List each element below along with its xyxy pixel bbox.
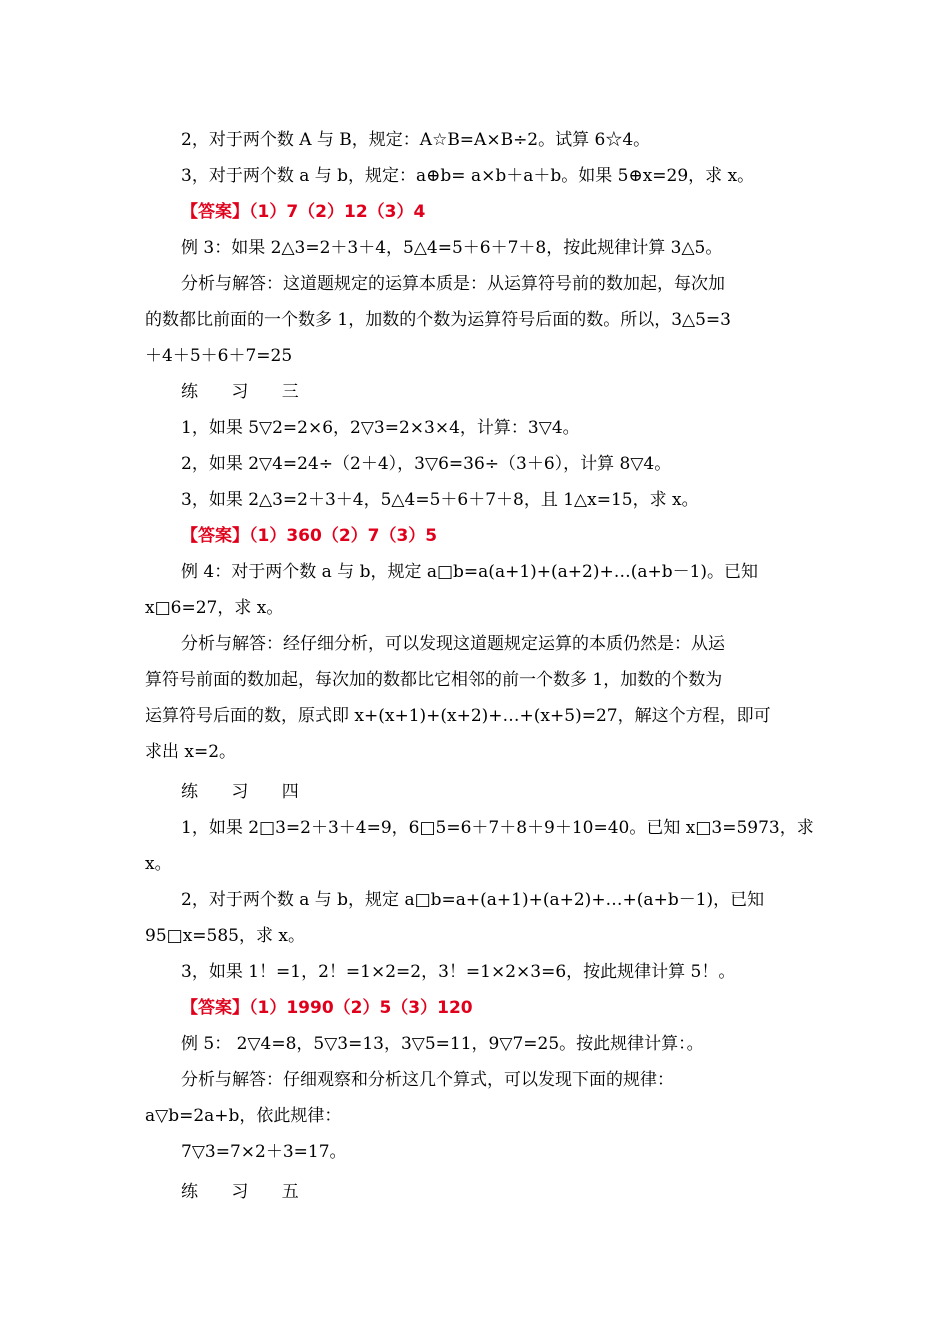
answer-line-2: 【答案】（1）360（2）7（3）5 bbox=[181, 526, 438, 546]
practice-5-heading: 练 习 五 bbox=[181, 1182, 313, 1202]
practice-4-q3: 3，如果 1！=1，2！=1×2=2，3！=1×2×3=6，按此规律计算 5！。 bbox=[181, 962, 736, 982]
analysis-5-line-2: a▽b=2a+b，依此规律： bbox=[145, 1106, 342, 1126]
example-4-line-2: x□6=27，求 x。 bbox=[145, 598, 284, 618]
practice-3-q2: 2，如果 2▽4=24÷（2＋4），3▽6=36÷（3＋6），计算 8▽4。 bbox=[181, 454, 672, 474]
exercise-3-line: 3，对于两个数 a 与 b，规定：a⊕b= a×b＋a＋b。如果 5⊕x=29，求 x。 bbox=[181, 166, 755, 186]
answer-line-3: 【答案】（1）1990（2）5（3）120 bbox=[181, 998, 473, 1018]
analysis-4-line-2: 算符号前面的数加起，每次加的数都比它相邻的前一个数多 1，加数的个数为 bbox=[145, 670, 723, 690]
practice-3-heading: 练 习 三 bbox=[181, 382, 313, 402]
example-5-line: 例 5： 2▽4=8，5▽3=13，3▽5=11，9▽7=25。按此规律计算：。 bbox=[181, 1034, 704, 1054]
analysis-4-line-4: 求出 x=2。 bbox=[145, 742, 237, 762]
practice-4-q1-line-2: x。 bbox=[145, 854, 172, 874]
example-4-line-1: 例 4：对于两个数 a 与 b，规定 a□b=a(a+1)+(a+2)+…(a+b－1)。已知 bbox=[181, 562, 759, 582]
analysis-3-line-3: ＋4＋5＋6＋7=25 bbox=[145, 346, 293, 366]
analysis-4-line-1: 分析与解答：经仔细分析，可以发现这道题规定运算的本质仍然是：从运 bbox=[181, 634, 725, 654]
practice-4-q2-line-2: 95□x=585，求 x。 bbox=[145, 926, 305, 946]
answer-line-1: 【答案】（1）7（2）12（3）4 bbox=[181, 202, 426, 222]
analysis-3-line-2: 的数都比前面的一个数多 1，加数的个数为运算符号后面的数。所以，3△5=3 bbox=[145, 310, 731, 330]
analysis-5-line-3: 7▽3=7×2＋3=17。 bbox=[181, 1142, 347, 1162]
practice-4-q2-line-1: 2，对于两个数 a 与 b，规定 a□b=a+(a+1)+(a+2)+…+(a+b－1)，已知 bbox=[181, 890, 765, 910]
analysis-4-line-3: 运算符号后面的数，原式即 x+(x+1)+(x+2)+…+(x+5)=27，解这个方程，即可 bbox=[145, 706, 771, 726]
practice-4-q1-line-1: 1，如果 2□3=2＋3＋4=9，6□5=6＋7＋8＋9＋10=40。已知 x□3=5973，求 bbox=[181, 818, 814, 838]
practice-3-q1: 1，如果 5▽2=2×6，2▽3=2×3×4，计算：3▽4。 bbox=[181, 418, 580, 438]
practice-4-heading: 练 习 四 bbox=[181, 782, 313, 802]
practice-3-q3: 3，如果 2△3=2＋3＋4，5△4=5＋6＋7＋8，且 1△x=15，求 x。 bbox=[181, 490, 699, 510]
analysis-3-line-1: 分析与解答：这道题规定的运算本质是：从运算符号前的数加起，每次加 bbox=[181, 274, 725, 294]
analysis-5-line-1: 分析与解答：仔细观察和分析这几个算式，可以发现下面的规律： bbox=[181, 1070, 674, 1090]
example-3-line: 例 3：如果 2△3=2＋3＋4，5△4=5＋6＋7＋8，按此规律计算 3△5。 bbox=[181, 238, 723, 258]
exercise-2-line: 2，对于两个数 A 与 B，规定：A☆B=A×B÷2。试算 6☆4。 bbox=[181, 130, 651, 150]
